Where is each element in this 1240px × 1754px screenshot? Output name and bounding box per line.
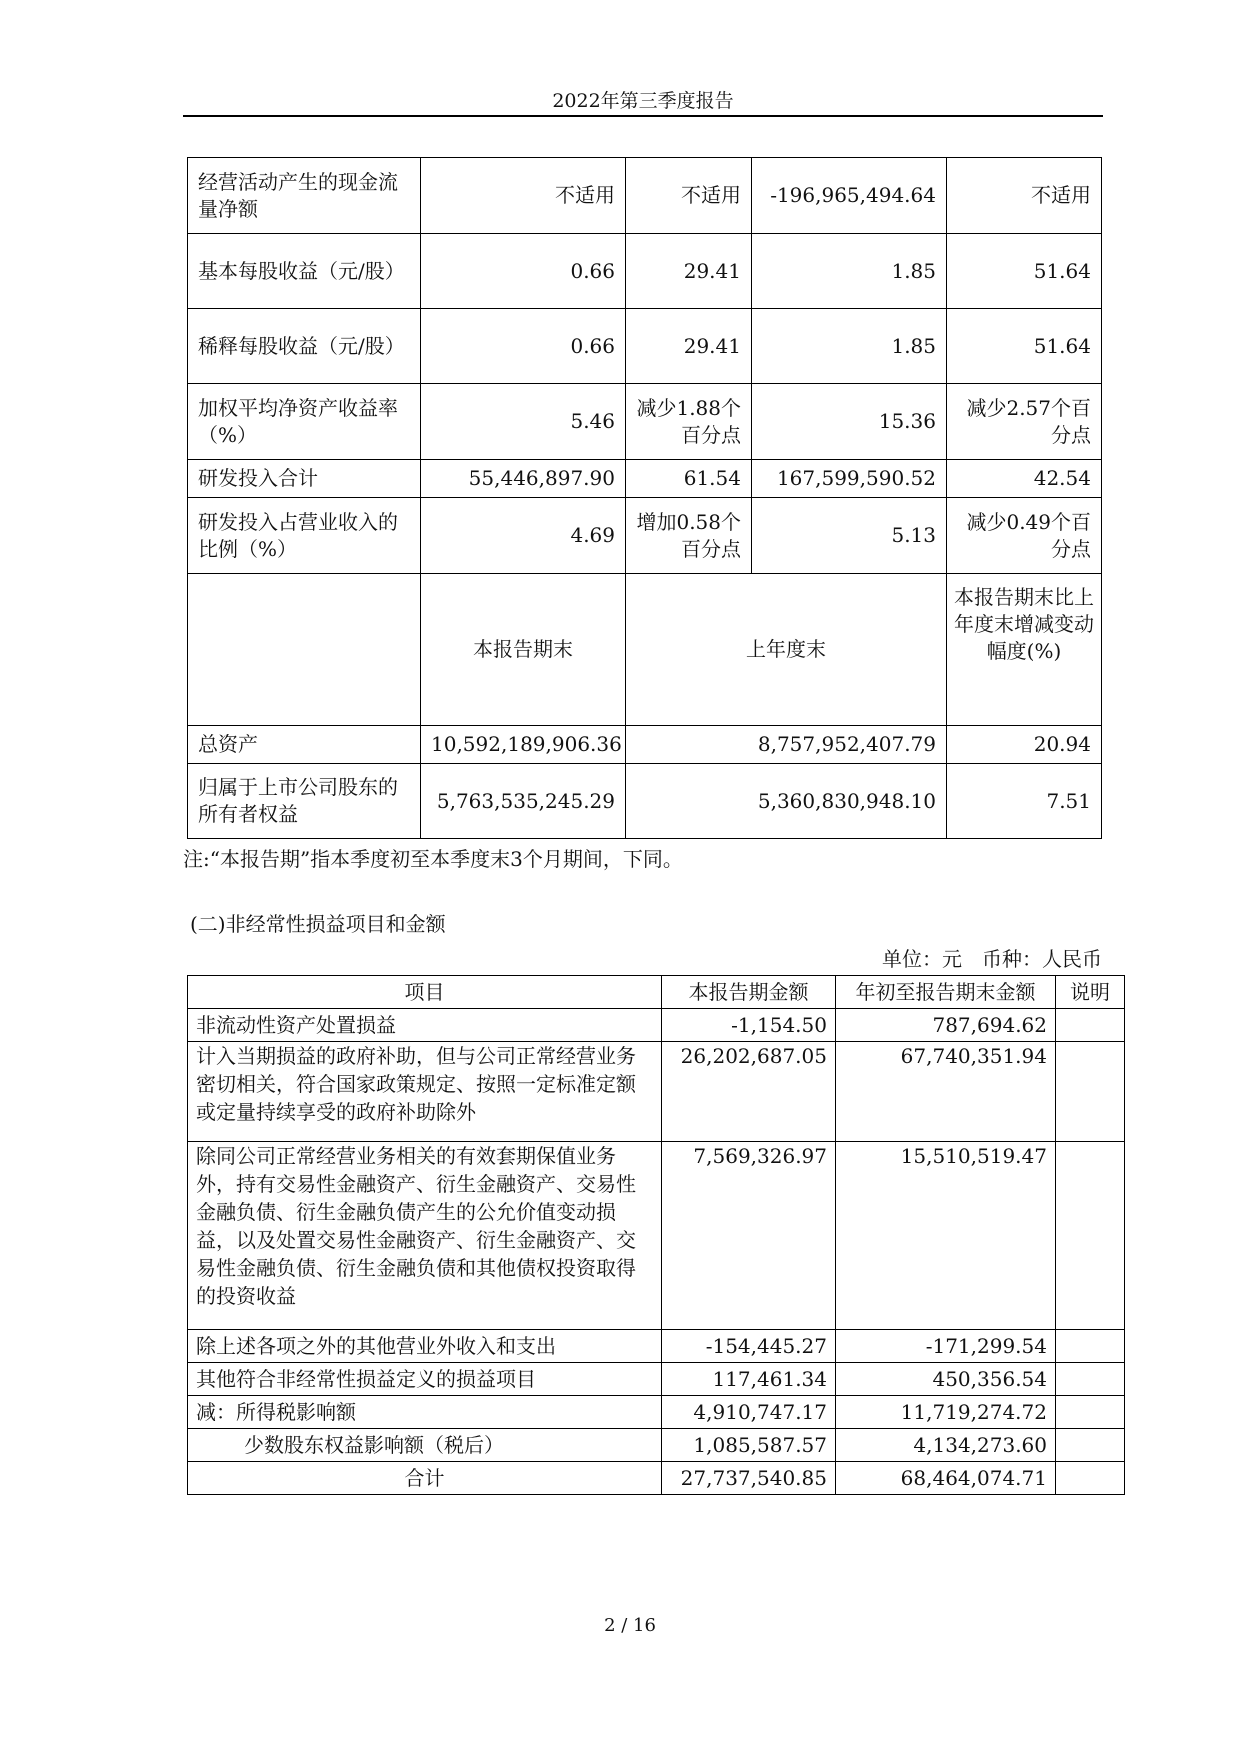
note-cell: [1056, 1042, 1125, 1142]
item-cell: 减：所得税影响额: [188, 1396, 662, 1429]
cell-value: 减少0.49个百分点: [947, 498, 1102, 574]
column-header: 上年度末: [626, 574, 947, 726]
empty-cell: [188, 574, 421, 726]
note-cell: [1056, 1142, 1125, 1330]
cell-value: 167,599,590.52: [752, 460, 947, 498]
item-cell: 其他符合非经常性损益定义的损益项目: [188, 1363, 662, 1396]
section-title: (二)非经常性损益项目和金额: [190, 912, 446, 936]
column-header: 项目: [188, 976, 662, 1009]
column-header: 年初至报告期末金额: [836, 976, 1056, 1009]
item-cell: 除上述各项之外的其他营业外收入和支出: [188, 1330, 662, 1363]
cell-value: 20.94: [947, 726, 1102, 764]
cell-value: 67,740,351.94: [836, 1042, 1056, 1142]
cell-value: 26,202,687.05: [662, 1042, 836, 1142]
cell-value: 4,910,747.17: [662, 1396, 836, 1429]
cell-value: 1.85: [752, 234, 947, 309]
row-label: 归属于上市公司股东的所有者权益: [188, 764, 421, 839]
table-row: [188, 1042, 1125, 1142]
table-row: [188, 498, 1102, 574]
column-header: 本报告期末比上年度末增减变动幅度(%): [947, 574, 1102, 726]
note-cell: [1056, 1396, 1125, 1429]
note-cell: [1056, 1363, 1125, 1396]
non-recurring-items-table: [187, 975, 1125, 1495]
cell-value: -196,965,494.64: [752, 158, 947, 234]
table-note: 注:“本报告期”指本季度初至本季度末3个月期间，下同。: [183, 847, 683, 871]
table-row: [188, 1363, 1125, 1396]
row-label: 总资产: [188, 726, 421, 764]
note-cell: [1056, 1009, 1125, 1042]
cell-value: 61.54: [626, 460, 752, 498]
cell-value: 不适用: [626, 158, 752, 234]
cell-value: 42.54: [947, 460, 1102, 498]
column-header: 本报告期金额: [662, 976, 836, 1009]
item-cell: 非流动性资产处置损益: [188, 1009, 662, 1042]
note-cell: [1056, 1330, 1125, 1363]
cell-value: -171,299.54: [836, 1330, 1056, 1363]
cell-value: 51.64: [947, 309, 1102, 384]
table-row: [188, 1429, 1125, 1462]
cell-value: 增加0.58个百分点: [626, 498, 752, 574]
table-row: [188, 384, 1102, 460]
cell-value: 5.13: [752, 498, 947, 574]
table-header-row: [188, 976, 1125, 1009]
cell-value: 68,464,074.71: [836, 1462, 1056, 1495]
table-row: [188, 764, 1102, 839]
row-label: 稀释每股收益（元/股）: [188, 309, 421, 384]
table-row: [188, 1009, 1125, 1042]
row-label: 经营活动产生的现金流量净额: [188, 158, 421, 234]
cell-value: 7,569,326.97: [662, 1142, 836, 1330]
header-divider: [183, 115, 1103, 117]
table-row: [188, 460, 1102, 498]
cell-value: 1,085,587.57: [662, 1429, 836, 1462]
item-cell: 少数股东权益影响额（税后）: [188, 1429, 662, 1462]
table-row: [188, 234, 1102, 309]
cell-value: -154,445.27: [662, 1330, 836, 1363]
cell-value: 5,763,535,245.29: [421, 764, 626, 839]
cell-value: 15.36: [752, 384, 947, 460]
note-cell: [1056, 1429, 1125, 1462]
note-cell: [1056, 1462, 1125, 1495]
cell-value: 减少1.88个百分点: [626, 384, 752, 460]
row-label: 研发投入占营业收入的比例（%）: [188, 498, 421, 574]
column-header: 本报告期末: [421, 574, 626, 726]
cell-value: 不适用: [947, 158, 1102, 234]
cell-value: 51.64: [947, 234, 1102, 309]
column-header: 说明: [1056, 976, 1125, 1009]
row-label: 研发投入合计: [188, 460, 421, 498]
cell-value: 787,694.62: [836, 1009, 1056, 1042]
page-header: 2022年第三季度报告: [552, 90, 734, 112]
cell-value: 10,592,189,906.36: [421, 726, 626, 764]
cell-value: 5.46: [421, 384, 626, 460]
table-row: [188, 1330, 1125, 1363]
unit-label: 单位：元 币种：人民币: [882, 947, 1102, 971]
cell-value: -1,154.50: [662, 1009, 836, 1042]
cell-value: 0.66: [421, 309, 626, 384]
cell-value: 0.66: [421, 234, 626, 309]
cell-value: 55,446,897.90: [421, 460, 626, 498]
table-row: [188, 1142, 1125, 1330]
item-cell: 合计: [188, 1462, 662, 1495]
cell-value: 4.69: [421, 498, 626, 574]
cell-value: 15,510,519.47: [836, 1142, 1056, 1330]
cell-value: 29.41: [626, 309, 752, 384]
table-subheader-row: [188, 574, 1102, 726]
financial-indicators-table: [187, 157, 1102, 839]
cell-value: 117,461.34: [662, 1363, 836, 1396]
cell-value: 4,134,273.60: [836, 1429, 1056, 1462]
cell-value: 减少2.57个百分点: [947, 384, 1102, 460]
item-cell: 除同公司正常经营业务相关的有效套期保值业务外，持有交易性金融资产、衍生金融资产、交易性金融负债、衍生金融负债产生的公允价值变动损益，以及处置交易性金融资产、衍生金融资产、交易性金融负债、衍生金融负债和其他债权投资取得的投资收益: [188, 1142, 662, 1330]
cell-value: 8,757,952,407.79: [626, 726, 947, 764]
table-total-row: [188, 1462, 1125, 1495]
table-row: [188, 309, 1102, 384]
cell-value: 7.51: [947, 764, 1102, 839]
row-label: 加权平均净资产收益率（%）: [188, 384, 421, 460]
table-row: [188, 158, 1102, 234]
cell-value: 不适用: [421, 158, 626, 234]
cell-value: 29.41: [626, 234, 752, 309]
cell-value: 27,737,540.85: [662, 1462, 836, 1495]
cell-value: 5,360,830,948.10: [626, 764, 947, 839]
table-row: [188, 1396, 1125, 1429]
cell-value: 450,356.54: [836, 1363, 1056, 1396]
page-number: 2 / 16: [604, 1615, 656, 1636]
cell-value: 11,719,274.72: [836, 1396, 1056, 1429]
item-cell: 计入当期损益的政府补助，但与公司正常经营业务密切相关，符合国家政策规定、按照一定标准定额或定量持续享受的政府补助除外: [188, 1042, 662, 1142]
cell-value: 1.85: [752, 309, 947, 384]
row-label: 基本每股收益（元/股）: [188, 234, 421, 309]
table-row: [188, 726, 1102, 764]
